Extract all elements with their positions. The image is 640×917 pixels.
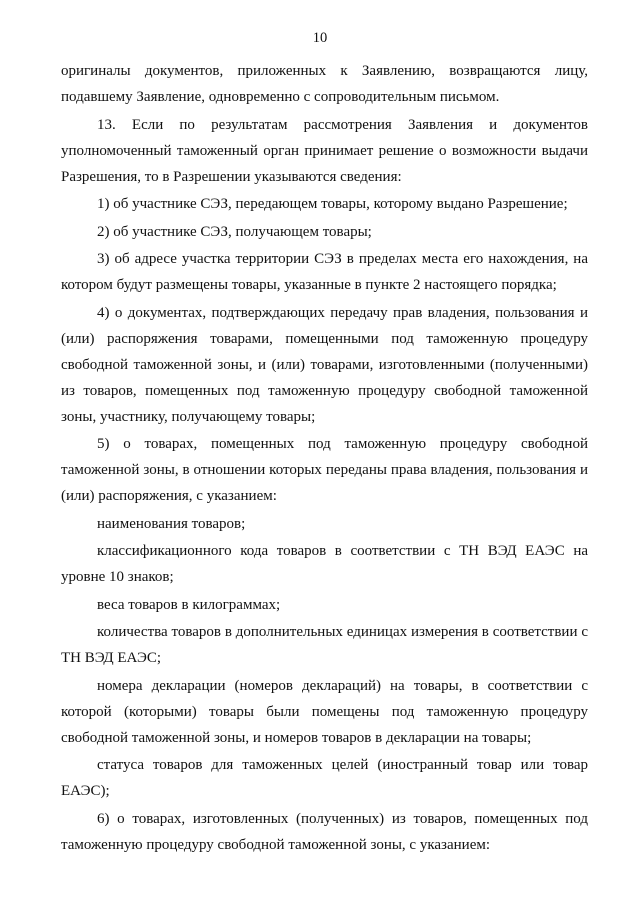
paragraph-subitem-3: 3) об адресе участка территории СЭЗ в пределах места его нахождения, на котором будут размещены товары, указанные в пункте 2 настоящего порядка; [61, 251, 588, 293]
paragraph-goods-weight: веса товаров в килограммах; [97, 596, 281, 613]
paragraph-goods-status: статуса товаров для таможенных целей (иностранный товар или товар ЕАЭС); [61, 757, 588, 799]
paragraph-subitem-2: 2) об участнике СЭЗ, получающем товары; [97, 223, 372, 240]
paragraph-subitem-4: 4) о документах, подтверждающих передачу прав владения, пользования и (или) распоряжения товарами, помещенными под таможенную процедуру свободной таможенной зоны, и (или) товарами, изготовленными (полученными) из товаров, помещенных под таможенную процедуру свободной таможенной зоны, участнику, получающему товары; [61, 304, 588, 425]
page-number: 10 [312, 30, 328, 46]
paragraph-subitem-1: 1) об участнике СЭЗ, передающем товары, которому выдано Разрешение; [97, 196, 568, 212]
paragraph-subitem-5: 5) о товарах, помещенных под таможенную процедуру свободной таможенной зоны, в отношении которых переданы права владения, пользования и (или) распоряжения, с указанием: [61, 436, 588, 504]
paragraph-goods-code: классификационного кода товаров в соответствии с ТН ВЭД ЕАЭС на уровне 10 знаков; [61, 543, 588, 585]
paragraph-continuation: оригиналы документов, приложенных к Заявлению, возвращаются лицу, подавшему Заявление, одновременно с сопроводительным письмом. [61, 63, 588, 105]
paragraph-subitem-6: 6) о товарах, изготовленных (полученных) из товаров, помещенных под таможенную процедуру свободной таможенной зоны, с указанием: [61, 810, 588, 853]
paragraph-goods-name: наименования товаров; [97, 515, 246, 532]
paragraph-goods-quantity: количества товаров в дополнительных единицах измерения в соответствии с ТН ВЭД ЕАЭС; [61, 624, 588, 666]
paragraph-declaration-number: номера декларации (номеров деклараций) на товары, в соответствии с которой (которыми) товары были помещены под таможенную процедуру свободной таможенной зоны, и номеров товаров в декларации на товары; [61, 677, 588, 746]
paragraph-item-13: 13. Если по результатам рассмотрения Заявления и документов уполномоченный таможенный орган принимает решение о возможности выдачи Разрешения, то в Разрешении указываются сведения: [61, 116, 588, 185]
document-body [61, 58, 588, 858]
